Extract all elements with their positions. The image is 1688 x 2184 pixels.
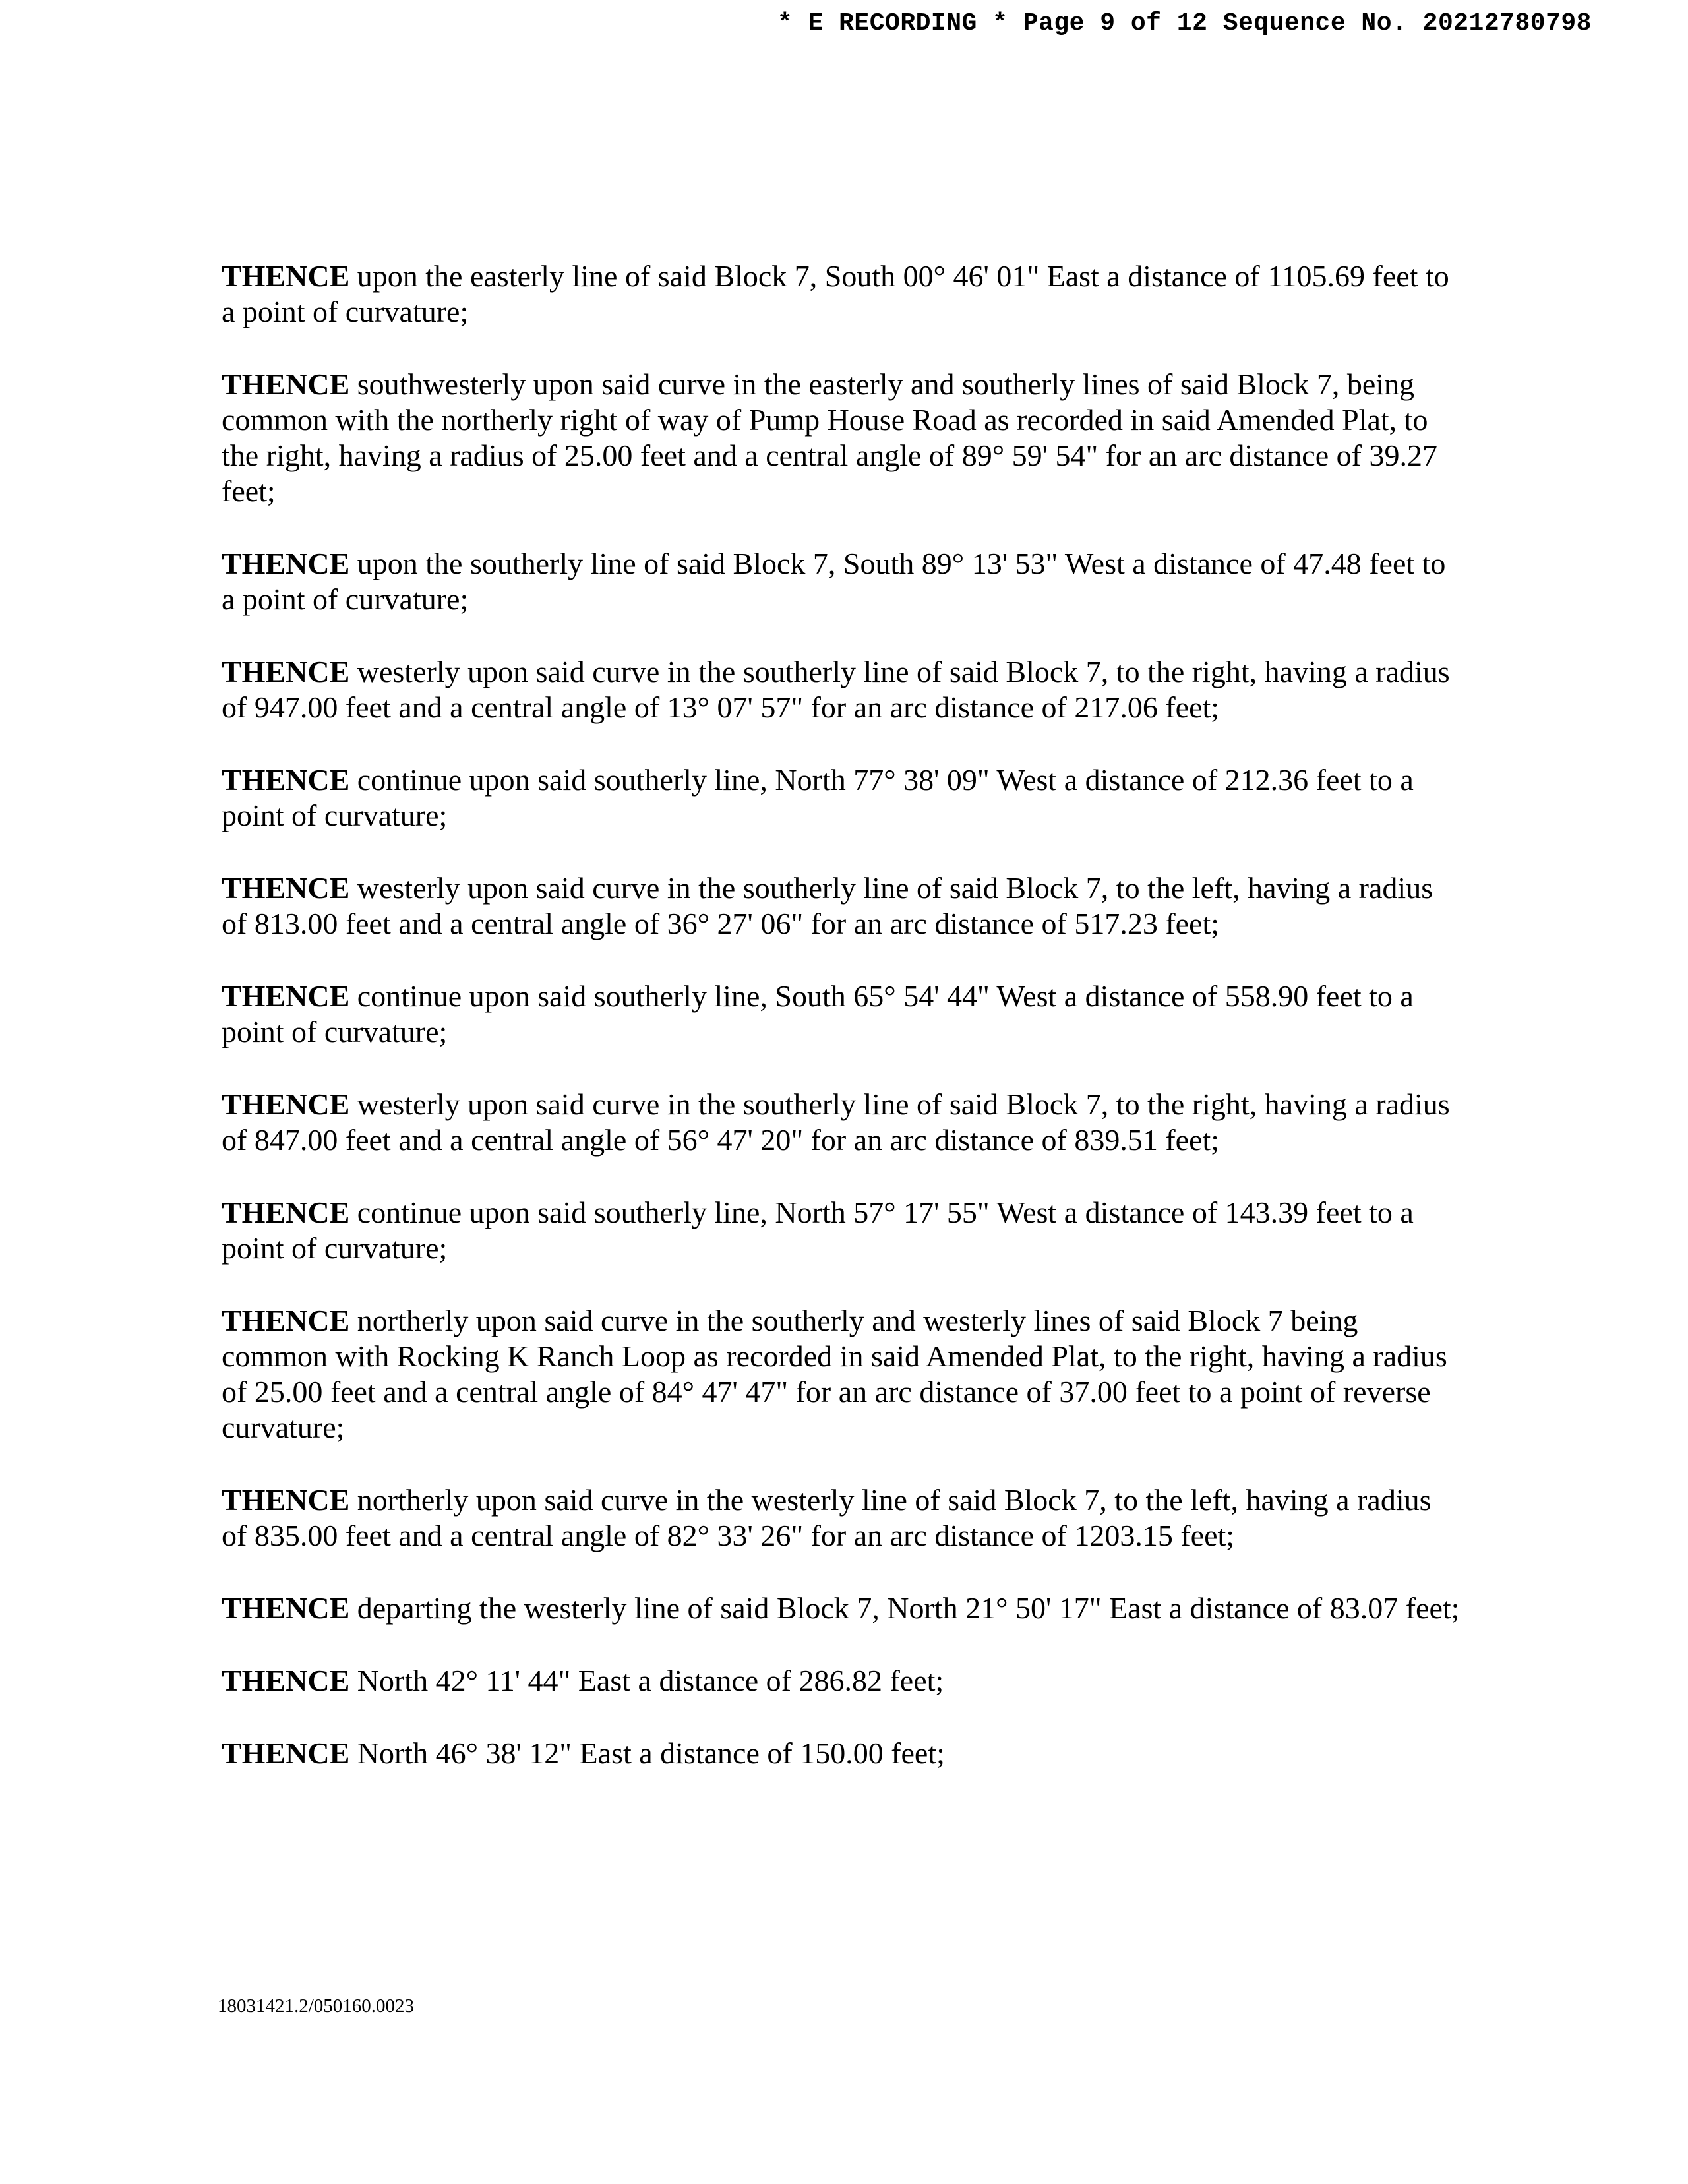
- paragraph-keyword: THENCE: [222, 1304, 350, 1337]
- paragraph-text: westerly upon said curve in the southerly line of said Block 7, to the left, having a radius of 813.00 feet and a central angle of 36° 27' 06" for an arc distance of 517.23 feet;: [222, 871, 1433, 940]
- paragraph-text: North 46° 38' 12" East a distance of 150.00 feet;: [349, 1736, 945, 1770]
- paragraph-keyword: THENCE: [222, 763, 350, 797]
- paragraph-keyword: THENCE: [222, 871, 350, 905]
- paragraph-6: [222, 870, 1461, 942]
- paragraph-11: [222, 1482, 1461, 1554]
- paragraph-text: upon the easterly line of said Block 7, South 00° 46' 01" East a distance of 1105.69 feet to a point of curvature;: [222, 259, 1449, 328]
- paragraph-keyword: THENCE: [222, 547, 350, 580]
- paragraph-keyword: THENCE: [222, 1483, 350, 1517]
- paragraph-keyword: THENCE: [222, 979, 350, 1013]
- paragraph-text: continue upon said southerly line, North 77° 38' 09" West a distance of 212.36 feet to a point of curvature;: [222, 763, 1414, 832]
- paragraph-7: [222, 979, 1461, 1050]
- paragraph-10: [222, 1303, 1461, 1445]
- paragraph-text: southwesterly upon said curve in the easterly and southerly lines of said Block 7, being common with the northerly right of way of Pump House Road as recorded in said Amended Plat, to the right, having a radius of 25.00 feet and a central angle of 89° 59' 54" for an arc distance of 39.27 feet;: [222, 367, 1437, 508]
- paragraph-text: departing the westerly line of said Block 7, North 21° 50' 17" East a distance of 83.07 feet;: [349, 1591, 1460, 1625]
- paragraph-3: [222, 546, 1461, 617]
- paragraph-4: [222, 654, 1461, 725]
- paragraph-keyword: THENCE: [222, 1591, 350, 1625]
- paragraph-text: continue upon said southerly line, South 65° 54' 44" West a distance of 558.90 feet to a point of curvature;: [222, 979, 1414, 1048]
- paragraph-5: [222, 762, 1461, 834]
- paragraph-text: North 42° 11' 44" East a distance of 286.82 feet;: [349, 1664, 944, 1697]
- paragraph-2: [222, 367, 1461, 509]
- paragraph-keyword: THENCE: [222, 1196, 350, 1229]
- paragraph-keyword: THENCE: [222, 655, 350, 688]
- paragraph-text: continue upon said southerly line, North 57° 17' 55" West a distance of 143.39 feet to a point of curvature;: [222, 1196, 1414, 1265]
- paragraph-keyword: THENCE: [222, 367, 350, 401]
- paragraph-text: northerly upon said curve in the southerly and westerly lines of said Block 7 being common with Rocking K Ranch Loop as recorded in said Amended Plat, to the right, having a radius of 25.00 feet and a central angle of 84° 47' 47" for an arc distance of 37.00 feet to a point of reverse curvature;: [222, 1304, 1447, 1444]
- paragraph-13: [222, 1663, 1461, 1699]
- paragraph-keyword: THENCE: [222, 1087, 350, 1121]
- paragraph-keyword: THENCE: [222, 259, 350, 293]
- paragraph-9: [222, 1195, 1461, 1266]
- paragraph-keyword: THENCE: [222, 1664, 350, 1697]
- recording-header: * E RECORDING * Page 9 of 12 Sequence No. 20212780798: [777, 9, 1592, 38]
- paragraph-keyword: THENCE: [222, 1736, 350, 1770]
- paragraph-text: westerly upon said curve in the southerly line of said Block 7, to the right, having a radius of 947.00 feet and a central angle of 13° 07' 57" for an arc distance of 217.06 feet;: [222, 655, 1450, 724]
- paragraph-text: northerly upon said curve in the westerly line of said Block 7, to the left, having a radius of 835.00 feet and a central angle of 82° 33' 26" for an arc distance of 1203.15 feet;: [222, 1483, 1432, 1552]
- paragraph-text: upon the southerly line of said Block 7, South 89° 13' 53" West a distance of 47.48 feet to a point of curvature;: [222, 547, 1446, 616]
- paragraph-14: [222, 1736, 1461, 1771]
- paragraph-12: [222, 1591, 1461, 1626]
- legal-description: [222, 258, 1461, 1808]
- document-id: 18031421.2/050160.0023: [218, 1995, 415, 2017]
- paragraph-text: westerly upon said curve in the southerly line of said Block 7, to the right, having a radius of 847.00 feet and a central angle of 56° 47' 20" for an arc distance of 839.51 feet;: [222, 1087, 1450, 1157]
- paragraph-8: [222, 1087, 1461, 1158]
- paragraph-1: [222, 258, 1461, 330]
